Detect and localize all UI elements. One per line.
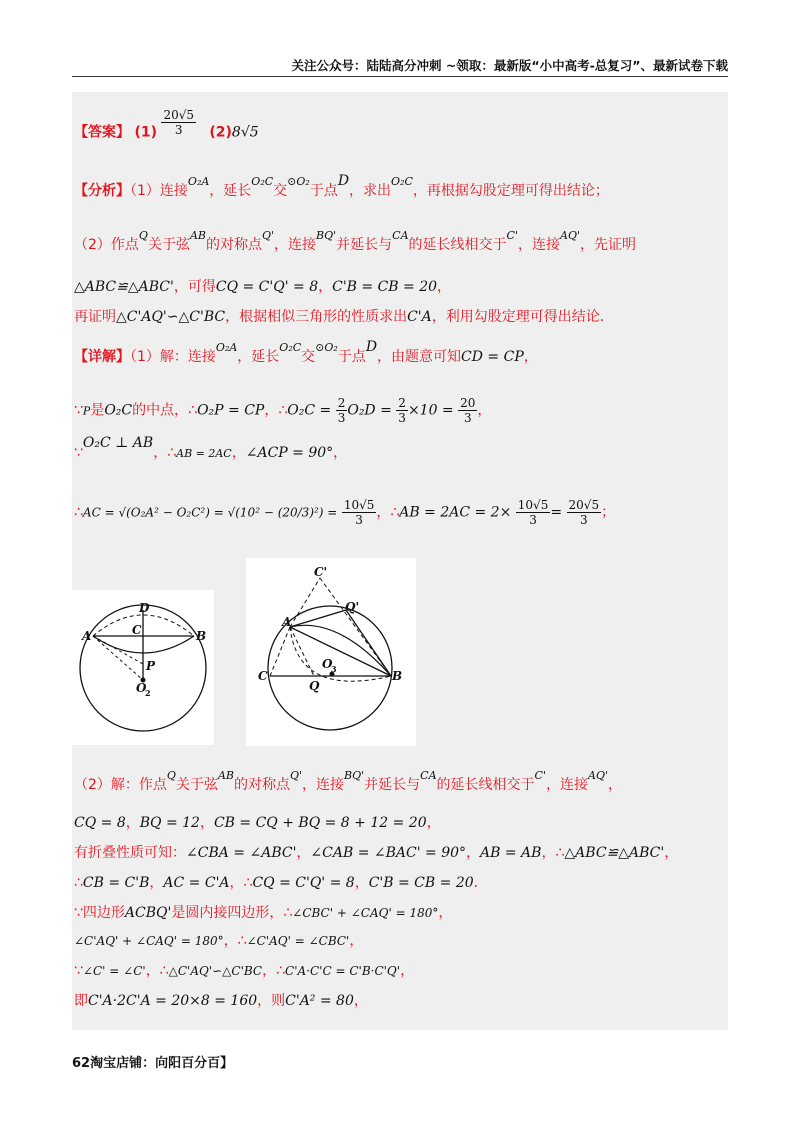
label-C-prime: C' [314, 565, 328, 579]
label-A: A [82, 629, 92, 643]
analysis-tag: 【分析】 [74, 183, 130, 199]
detail-line-4: ∴AC = √(O₂A² − O₂C²) = √(10² − (20/3)²) = $\frac{10√5}{3}$ ，∴AB = 2AC = 2× $\frac{10√5}{3}$ = $\frac{20√5}{3}$ ； [74, 498, 616, 527]
answer-tag: 【答案】 [74, 124, 130, 141]
label-O3-sub: 3 [331, 664, 337, 674]
answer-part1-label: (1) [134, 124, 157, 141]
analysis-line-1: 【分析】（1）连接$^{O_2A}$，延长$^{O_2C}$交$^{⊙O_2}$于点D，求出$^{O_2C}$，再根据勾股定理可得出结论； [74, 173, 609, 199]
label-A: A [282, 615, 292, 629]
detail-tag: 【详解】 [74, 349, 130, 365]
answer-part2-label: (2) [209, 124, 232, 141]
figure-2 [246, 558, 416, 746]
answer-part1-value: $\frac{20√5}{3}$ [163, 108, 195, 137]
label-O2-sub: 2 [145, 688, 151, 698]
circle-diagram-2 [246, 558, 416, 746]
figure-1 [72, 590, 214, 745]
analysis-line-4: 再证明△C'AQ'∽△C'BC，根据相似三角形的性质求出C'A，利用勾股定理可得出结论． [74, 309, 614, 325]
answer-line [74, 108, 259, 147]
detail-line-3: ∵O₂C ⊥ AB，∴AB = 2AC，∠ACP = 90°， [74, 435, 348, 461]
part2-line-3: 有折叠性质可知：∠CBA = ∠ABC'，∠CAB = ∠BAC' = 90°，AB = AB，∴△ABC≌△ABC'， [74, 845, 679, 861]
label-O2: O [136, 681, 147, 695]
part2-line-8: 即C'A·2C'A = 20×8 = 160，则C'A² = 80， [74, 993, 368, 1009]
page-footer: 62淘宝店铺：向阳百分百】 [72, 1056, 234, 1071]
part2-line-7: ∵∠C' = ∠C'，∴△C'AQ'∽△C'BC，∴C'A·C'C = C'B·C'Q'， [74, 963, 415, 979]
label-P: P [146, 659, 156, 673]
analysis-line-3: △ABC≌△ABC'，可得CQ = C'Q' = 8，C'B = CB = 20， [74, 279, 452, 295]
label-D: D [139, 601, 150, 615]
part2-line-5: ∵四边形ACBQ'是圆内接四边形，∴∠CBC' + ∠CAQ' = 180°， [74, 905, 453, 921]
detail-line-2: ∵P是O₂C的中点，∴O₂P = CP，∴O₂C = $\frac{2}{3}$ O₂D = $\frac{2}{3}$ ×10 = $\frac{20}{3}$ ， [74, 396, 492, 425]
part2-line-6: ∠C'AQ' + ∠CAQ' = 180°，∴∠C'AQ' = ∠CBC'， [74, 933, 364, 949]
label-B: B [196, 629, 207, 643]
analysis-line-2: （2）作点$^Q$关于弦$^{AB}$的对称点$^{Q'}$，连接$^{BQ'}$并延长与$^{CA}$的延长线相交于$^{C'}$，连接$^{AQ'}$，先证明 [74, 229, 636, 253]
label-C: C [132, 623, 142, 637]
part2-line-2: CQ = 8，BQ = 12，CB = CQ + BQ = 8 + 12 = 20， [74, 815, 441, 831]
label-B: B [392, 669, 403, 683]
part2-line-1: （2）解：作点$^Q$关于弦$^{AB}$的对称点$^{Q'}$，连接$^{BQ'}$并延长与$^{CA}$的延长线相交于$^{C'}$，连接$^{AQ'}$， [74, 769, 622, 793]
part2-line-4: ∴CB = C'B，AC = C'A，∴CQ = C'Q' = 8，C'B = CB = 20． [74, 875, 488, 891]
label-C: C [258, 669, 268, 683]
page-header: 关注公众号：陆陆高分冲刺 ~领取：最新版“小中高考-总复习”、最新试卷下载 [291, 58, 728, 73]
circle-diagram-1 [72, 590, 214, 745]
label-Q: Q [309, 679, 320, 693]
answer-part2-value: 8√5 [231, 124, 259, 141]
label-O3: O [322, 657, 333, 671]
header-divider [72, 76, 728, 77]
detail-line-1: 【详解】（1）解：连接$^{O_2A}$，延长$^{O_2C}$交$^{⊙O_2}$于点D，由题意可知CD = CP， [74, 339, 538, 365]
label-Q-prime: Q' [345, 600, 360, 614]
